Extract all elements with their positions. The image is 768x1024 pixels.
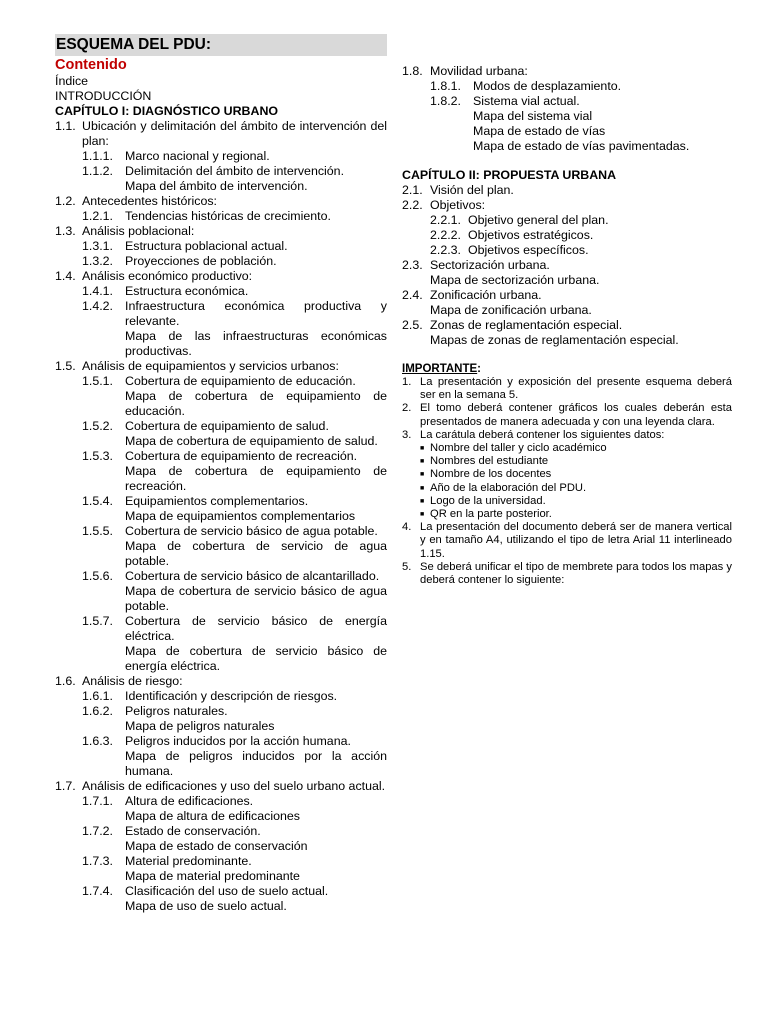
section-1-5-5: 1.5.5. Cobertura de servicio básico de agua potable. xyxy=(82,524,378,538)
section-1-3-1: 1.3.1. Estructura poblacional actual. xyxy=(82,239,288,253)
section-1-6-2: 1.6.2. Peligros naturales. xyxy=(82,704,228,718)
importante-item-1: 1. La presentación y exposición del presente esquema deberá ser en la semana 5. xyxy=(402,376,732,402)
square-bullet-icon: ■ xyxy=(420,471,425,479)
map-vias-pavimentadas: Mapa de estado de vías pavimentadas. xyxy=(473,139,690,153)
section-1-1-1: 1.1.1. Marco nacional y regional. xyxy=(82,149,270,163)
section-1-1: 1.1. Ubicación y delimitación del ámbito de intervención del plan: xyxy=(55,119,387,148)
section-1-5: 1.5. Análisis de equipamientos y servicios urbanos: xyxy=(55,359,339,373)
map-1-1-2: Mapa del ámbito de intervención. xyxy=(125,179,308,193)
section-1-7: 1.7. Análisis de edificaciones y uso del suelo urbano actual. xyxy=(55,779,386,793)
section-2-1: 2.1. Visión del plan. xyxy=(402,183,514,197)
square-bullet-icon: ■ xyxy=(420,445,425,453)
section-1-5-2: 1.5.2. Cobertura de equipamiento de salud. xyxy=(82,419,329,433)
section-1-1-2: 1.1.2. Delimitación del ámbito de intervención. xyxy=(82,164,345,178)
section-1-5-1: 1.5.1. Cobertura de equipamiento de educación. xyxy=(82,374,356,388)
importante-list xyxy=(402,376,732,587)
section-2-2-3: 2.2.3. Objetivos específicos. xyxy=(430,243,589,257)
section-1-2-1: 1.2.1. Tendencias históricas de crecimiento. xyxy=(82,209,331,223)
section-2-2-2: 2.2.2. Objetivos estratégicos. xyxy=(430,228,594,242)
section-1-6: 1.6. Análisis de riesgo: xyxy=(55,674,183,688)
bullet-item: ■ Nombre de los docentes xyxy=(420,468,552,481)
map-1-7-3: Mapa de material predominante xyxy=(125,869,300,883)
map-1-7-4: Mapa de uso de suelo actual. xyxy=(125,899,287,913)
map-1-5-2: Mapa de cobertura de equipamiento de salud. xyxy=(125,434,378,448)
map-1-6-2: Mapa de peligros naturales xyxy=(125,719,275,733)
section-1-5-4: 1.5.4. Equipamientos complementarios. xyxy=(82,494,309,508)
map-1-5-1: Mapa de cobertura de equipamiento de educación. xyxy=(125,389,387,418)
square-bullet-icon: ■ xyxy=(420,458,425,466)
map-estado-vias: Mapa de estado de vías xyxy=(473,124,606,138)
section-1-6-1: 1.6.1. Identificación y descripción de riesgos. xyxy=(82,689,338,703)
map-1-5-4: Mapa de equipamientos complementarios xyxy=(125,509,356,523)
map-1-5-5: Mapa de cobertura de servicio de agua potable. xyxy=(125,539,387,568)
page-title: ESQUEMA DEL PDU: xyxy=(55,34,387,56)
square-bullet-icon: ■ xyxy=(420,484,425,492)
left-column xyxy=(55,34,387,914)
map-2-4: Mapa de zonificación urbana. xyxy=(430,303,592,317)
section-2-5: 2.5. Zonas de reglamentación especial. xyxy=(402,318,623,332)
map-2-3: Mapa de sectorización urbana. xyxy=(430,273,600,287)
section-1-4-2: 1.4.2. Infraestructura económica productiva y relevante. xyxy=(82,299,387,328)
importante-heading: IMPORTANTE: xyxy=(402,363,482,375)
right-column xyxy=(402,64,732,587)
map-1-5-3: Mapa de cobertura de equipamiento de recreación. xyxy=(125,464,387,493)
section-2-2-1: 2.2.1. Objetivo general del plan. xyxy=(430,213,609,227)
section-1-7-3: 1.7.3. Material predominante. xyxy=(82,854,252,868)
square-bullet-icon: ■ xyxy=(420,497,425,505)
section-1-4-1: 1.4.1. Estructura económica. xyxy=(82,284,249,298)
section-1-7-1: 1.7.1. Altura de edificaciones. xyxy=(82,794,254,808)
section-2-3: 2.3. Sectorización urbana. xyxy=(402,258,550,272)
section-1-8: 1.8. Movilidad urbana: xyxy=(402,64,528,78)
section-2-4: 2.4. Zonificación urbana. xyxy=(402,288,542,302)
section-1-6-3: 1.6.3. Peligros inducidos por la acción humana. xyxy=(82,734,351,748)
section-1-7-2: 1.7.2. Estado de conservación. xyxy=(82,824,261,838)
section-1-3-2: 1.3.2. Proyecciones de población. xyxy=(82,254,277,268)
square-bullet-icon: ■ xyxy=(420,511,425,519)
bullet-item: ■ Año de la elaboración del PDU. xyxy=(420,481,587,494)
section-1-5-7: 1.5.7. Cobertura de servicio básico de energía eléctrica. xyxy=(82,614,387,643)
map-1-7-1: Mapa de altura de edificaciones xyxy=(125,809,300,823)
map-1-7-2: Mapa de estado de conservación xyxy=(125,839,308,853)
section-1-4: 1.4. Análisis económico productivo: xyxy=(55,269,253,283)
map-1-4-2: Mapa de las infraestructuras económicas productivas. xyxy=(125,329,387,358)
section-1-5-3: 1.5.3. Cobertura de equipamiento de recreación. xyxy=(82,449,358,463)
bullet-item: ■ Logo de la universidad. xyxy=(420,494,546,507)
section-1-8-2: 1.8.2. Sistema vial actual. xyxy=(430,94,580,108)
section-1-2: 1.2. Antecedentes históricos: xyxy=(55,194,217,208)
map-1-5-6: Mapa de cobertura de servicio básico de agua potable. xyxy=(125,584,387,613)
map-1-6-3: Mapa de peligros inducidos por la acción humana. xyxy=(125,749,387,778)
importante-item-2: 2. El tomo deberá contener gráficos los cuales deberán esta presentados de manera adecuada y con una leyenda clara. xyxy=(402,402,732,428)
indice-label: Índice xyxy=(55,74,89,88)
section-1-5-6: 1.5.6. Cobertura de servicio básico de alcantarillado. xyxy=(82,569,380,583)
section-1-3: 1.3. Análisis poblacional: xyxy=(55,224,195,238)
chapter-2-title: CAPÍTULO II: PROPUESTA URBANA xyxy=(402,168,617,182)
bullet-item: ■ Nombres del estudiante xyxy=(420,455,549,468)
contenido-heading: Contenido xyxy=(55,57,127,73)
section-2-2: 2.2. Objetivos: xyxy=(402,198,486,212)
section-1-7-4: 1.7.4. Clasificación del uso de suelo actual. xyxy=(82,884,329,898)
chapter-1-title: CAPÍTULO I: DIAGNÓSTICO URBANO xyxy=(55,104,279,118)
map-1-5-7: Mapa de cobertura de servicio básico de energía eléctrica. xyxy=(125,644,387,673)
importante-item-3: 3. La carátula deberá contener los siguientes datos: xyxy=(402,428,665,441)
bullet-item: ■ QR en la parte posterior. xyxy=(420,508,552,521)
map-sistema-vial: Mapa del sistema vial xyxy=(473,109,593,123)
importante-item-5: 5. Se deberá unificar el tipo de membrete para todos los mapas y deberá contener lo siguiente: xyxy=(402,560,732,587)
introduccion-label: INTRODUCCIÓN xyxy=(55,89,152,103)
importante-item-4: 4. La presentación del documento deberá ser de manera vertical y en tamaño A4, utilizando el tipo de letra Arial 11 interlineado 1.15. xyxy=(402,521,732,560)
bullet-item: ■ Nombre del taller y ciclo académico xyxy=(420,442,607,455)
section-1-8-1: 1.8.1. Modos de desplazamiento. xyxy=(430,79,622,93)
map-2-5: Mapas de zonas de reglamentación especial. xyxy=(430,333,679,347)
